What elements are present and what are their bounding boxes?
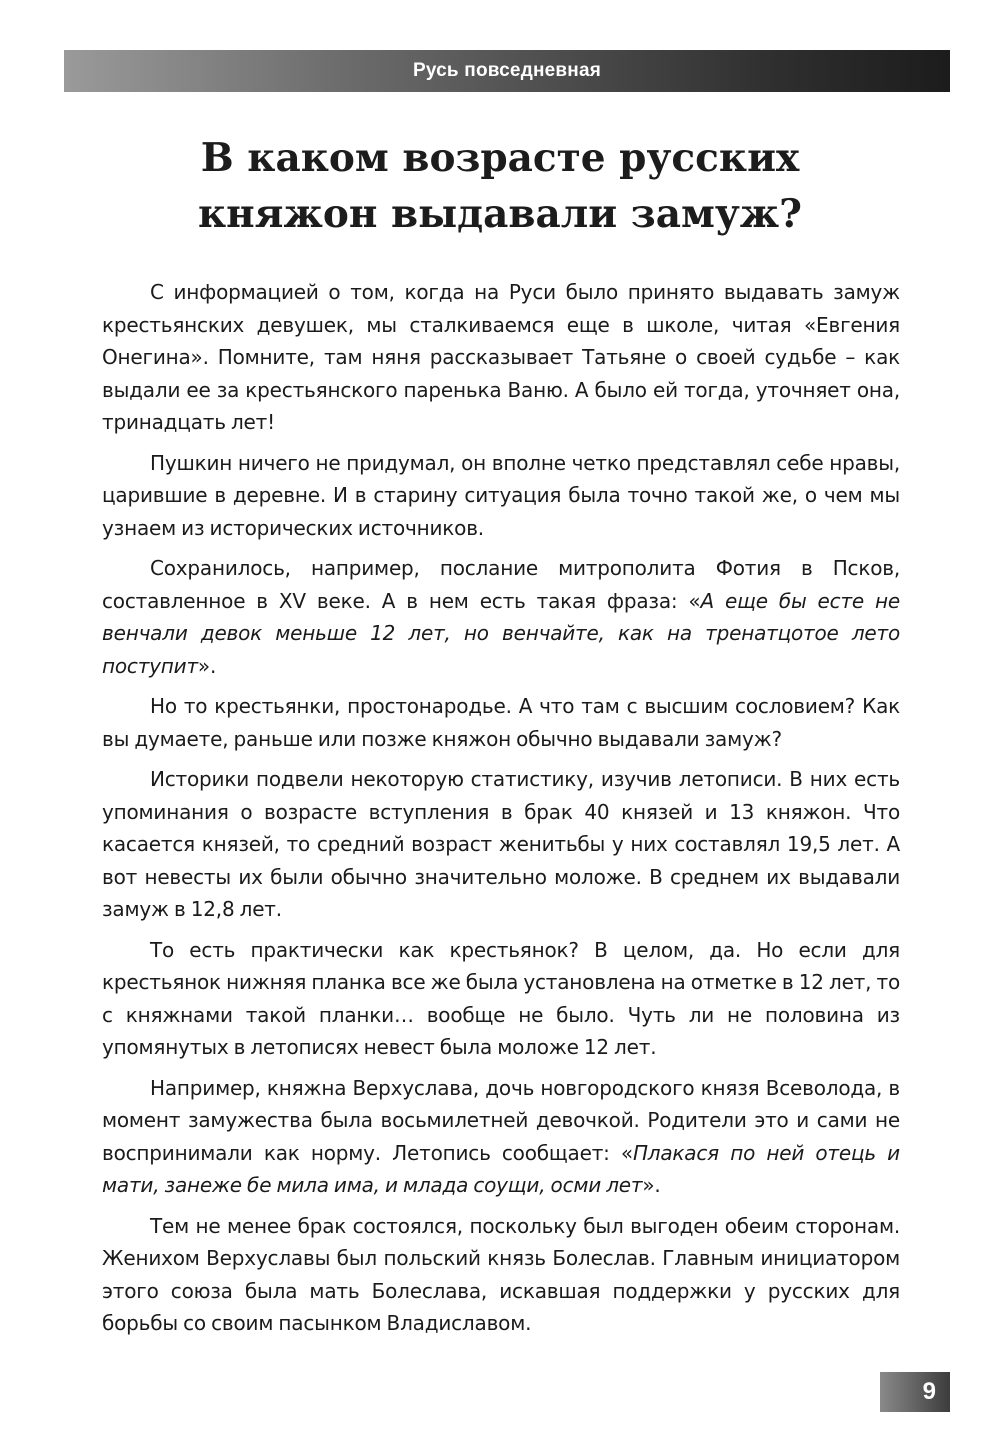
paragraph-7-quote: Плакася по ней отець и мати, занеже бе мила има, и млада соущи, осми лет [102,1140,900,1197]
paragraph-3 [102,552,900,682]
article-title-line-2: княжон выдавали замуж? [197,191,803,237]
paragraph-7 [102,1072,900,1202]
paragraph-5: Историки подвели некоторую статистику, изучив летописи. В них есть упоминания о возрасте вступления в брак 40 князей и 13 княжон. Что касается князей, то средний возраст женитьбы у них составлял 19,5 лет. А вот невесты их были обычно значительно моложе. В среднем их выдавали замуж в 12,8 лет. [102,767,900,921]
paragraph-4: Но то крестьянки, простонародье. А что там с высшим сословием? Как вы думаете, раньше или позже княжон обычно выдавали замуж? [102,694,900,751]
article-body [102,276,900,1348]
article-title-line-1: В каком возрасте русских [200,135,800,181]
page-number-badge [880,1372,950,1412]
paragraph-8: Тем не менее брак состоялся, поскольку был выгоден обеим сторонам. Женихом Верхуславы был польский князь Болеслав. Главным инициатором этого союза была мать Болеслава, искавшая поддержки у русских для борьбы со своим пасынком Владиславом. [102,1213,900,1335]
section-title: Русь повседневная [412,60,602,81]
paragraph-3-text: Сохранилось, например, послание митрополита Фотия в Псков, составленное в XV веке. А в нем есть такая фраза: « [102,556,900,613]
paragraph-2: Пушкин ничего не придумал, он вполне четко представлял себе нравы, царившие в деревне. И в старину ситуация была точно такой же, о чем мы узнаем из исторических источников. [102,450,900,540]
paragraph-3-quote: А еще бы есте не венчали девок меньше 12 лет, но венчайте, как на тренатцотое лето поступит [102,588,900,678]
paragraph-7-text: Например, княжна Верхуслава, дочь новгородского князя Всеволода, в момент замужества была восьмилетней девочкой. Родители это и сами не воспринимали как норму. Летопись сообщает: « [102,1075,900,1165]
section-header-bar [64,50,950,92]
page-number: 9 [922,1378,936,1405]
paragraph-6: То есть практически как крестьянок? В целом, да. Но если для крестьянок нижняя планка все же была установлена на отметке в 12 лет, то с княжнами такой планки… вообще не было. Чуть ли не половина из упомянутых в летописях невест была моложе 12 лет. [102,937,900,1059]
paragraph-3-text-end: ». [197,653,217,678]
article-title [100,130,900,242]
paragraph-7-text-end: ». [642,1173,661,1197]
paragraph-1: С информацией о том, когда на Руси было принято выдавать замуж крестьянских девушек, мы сталкиваемся еще в школе, читая «Евгения Онегина». Помните, там няня рассказывает Татьяне о своей судьбе – как выдали ее за крестьянского паренька Ваню. А было ей тогда, уточняет она, тринадцать лет! [102,280,900,434]
